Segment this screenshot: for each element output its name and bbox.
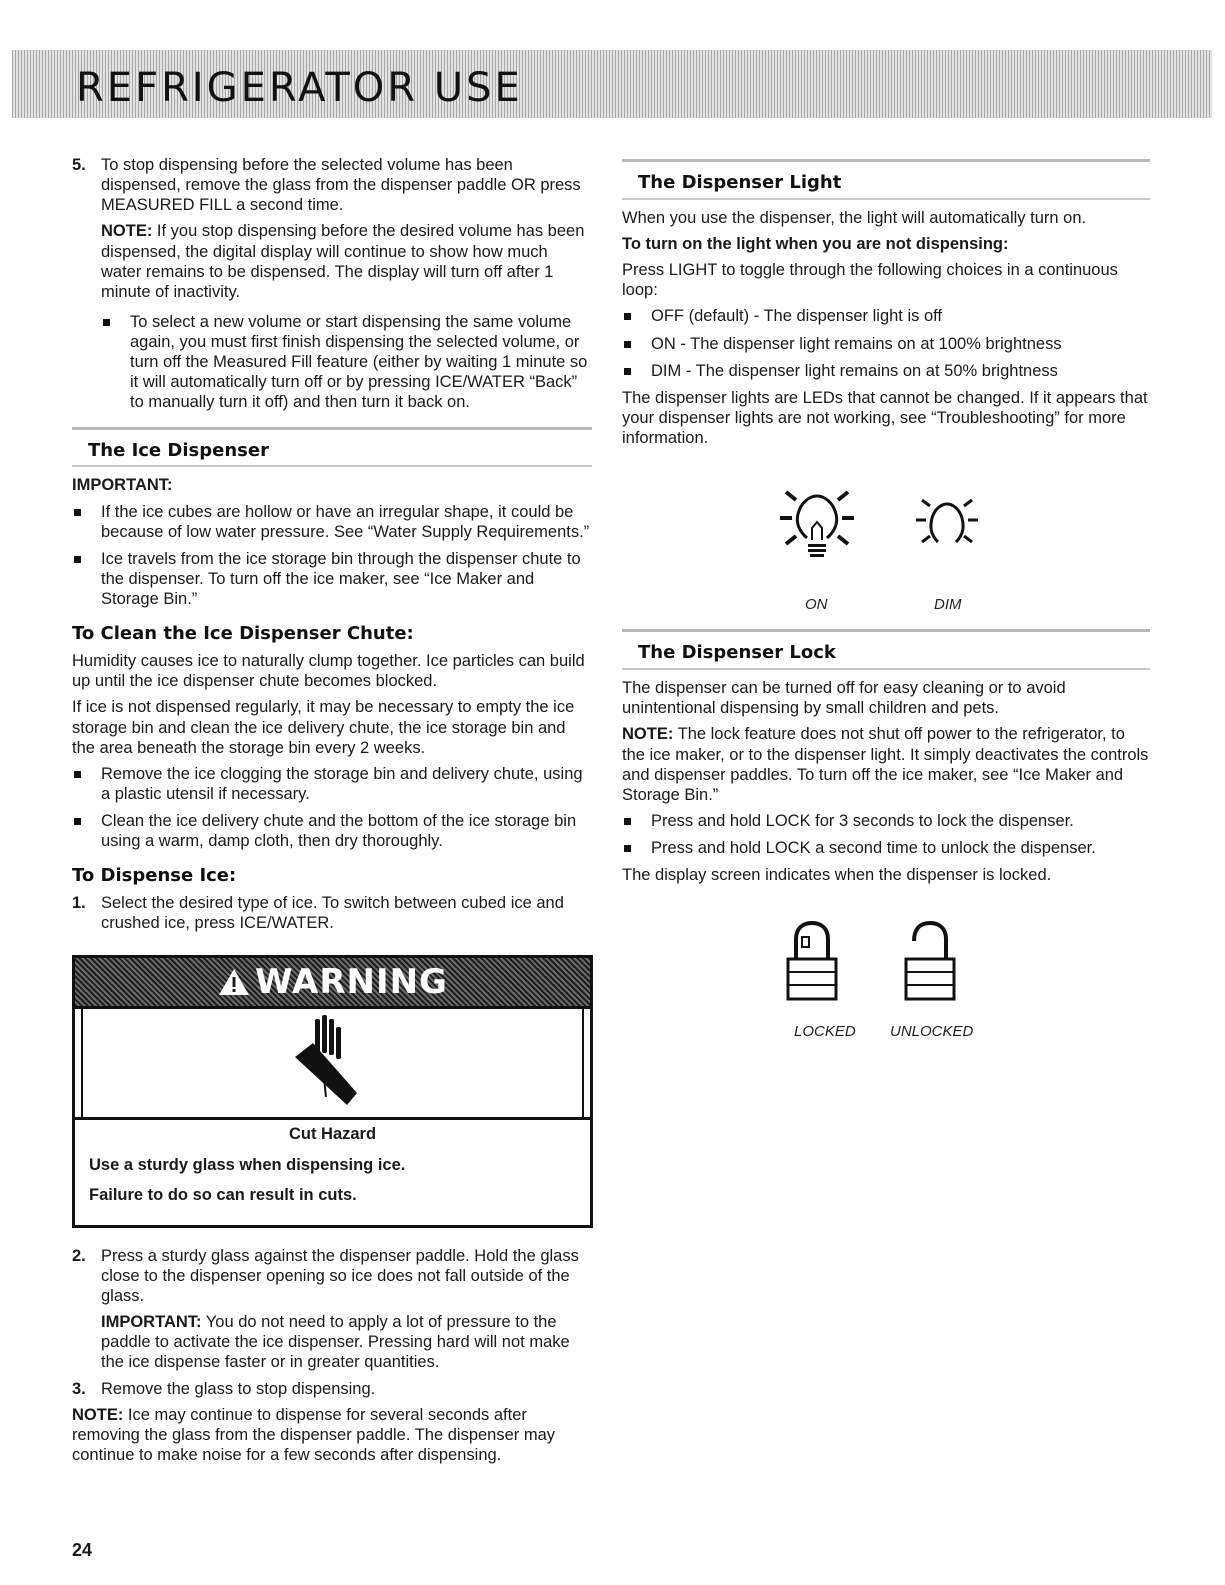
light-on-icon — [772, 478, 862, 578]
warning-title: WARNING — [255, 961, 448, 1002]
list-item: ON - The dispenser light remains on at 100% brightness — [622, 334, 1150, 354]
important-text: You do not need to apply a lot of pressure to the paddle to activate the ice dispenser. Pressing hard will not make the ice dispense faster or in greater quantities. — [101, 1313, 570, 1372]
step-important — [101, 1312, 592, 1372]
caption-unlocked: UNLOCKED — [890, 1023, 974, 1041]
paragraph: The display screen indicates when the dispenser is locked. — [622, 866, 1052, 885]
note-label: NOTE: — [622, 725, 674, 744]
light-dim-icon — [912, 486, 982, 556]
page-title: REFRIGERATOR USE — [76, 65, 523, 111]
caption-on: ON — [805, 596, 828, 614]
note-text: Ice may continue to dispense for several seconds after removing the glass from the dispenser paddle. The dispenser may continue to make noise for a few seconds after dispensing. — [72, 1405, 556, 1464]
subheading-clean-chute: To Clean the Ice Dispenser Chute: — [72, 623, 414, 645]
step-text: Select the desired type of ice. To switch between cubed ice and crushed ice, press ICE/WATER. — [101, 894, 564, 933]
warning-symbol-area — [81, 1009, 584, 1117]
list-item: DIM - The dispenser light remains on at 50% brightness — [622, 361, 1150, 381]
note-text: If you stop dispensing before the desired volume has been dispensed, the digital display will continue to show how much water remains to be dispensed. The display will turn off after 1 minute of inactivity. — [101, 222, 585, 301]
warning-box — [72, 955, 593, 1227]
section-heading-ice-dispenser: The Ice Dispenser — [72, 427, 592, 468]
light-figure — [622, 454, 1150, 629]
list-item: OFF (default) - The dispenser light is off — [622, 306, 1150, 326]
note-text: The lock feature does not shut off power to the refrigerator, to the ice maker, or to the dispenser light. It simply deactivates the controls and dispenser paddles. To turn off the ice maker, see “Ice Maker and Storage Bin.” — [622, 725, 1149, 804]
important-label: IMPORTANT: — [101, 1313, 202, 1332]
list-item: Press and hold LOCK a second time to unlock the dispenser. — [622, 838, 1150, 858]
header-banner — [12, 50, 1212, 118]
step-number: 1. — [72, 894, 86, 913]
final-note — [72, 1405, 592, 1465]
step-number: 3. — [72, 1379, 86, 1398]
important-label: IMPORTANT: — [72, 476, 173, 495]
list-item: To select a new volume or start dispensing the same volume again, you must first finish dispensing the selected volume, or turn off the Measured Fill feature (either by waiting 1 minute so it will automatically turn off or by pressing ICE/WATER “Back” to manually turn it off) and then turn it back on. — [101, 312, 592, 413]
warning-line: Failure to do so can result in cuts. — [89, 1185, 357, 1204]
paragraph: Humidity causes ice to naturally clump together. Ice particles can build up until the ice dispenser chute becomes blocked. — [72, 652, 585, 691]
hazard-title: Cut Hazard — [288, 1125, 377, 1144]
step-number: 5. — [72, 156, 86, 174]
caption-locked: LOCKED — [794, 1023, 856, 1041]
step-5 — [72, 155, 592, 413]
paragraph: If ice is not dispensed regularly, it may be necessary to empty the ice storage bin and clean the ice delivery chute, the ice storage bin and the area beneath the storage bin every 2 weeks. — [72, 698, 575, 757]
step-2 — [72, 1246, 592, 1373]
warning-triangle-icon — [217, 967, 251, 997]
warning-text — [75, 1117, 590, 1224]
list-item: Remove the ice clogging the storage bin and delivery chute, using a plastic utensil if necessary. — [72, 764, 592, 804]
step-text: Press a sturdy glass against the dispenser paddle. Hold the glass close to the dispenser opening so ice does not fall outside of the glass. — [101, 1246, 579, 1306]
bold-instruction: To turn on the light when you are not dispensing: — [622, 235, 1009, 254]
list-item: If the ice cubes are hollow or have an irregular shape, it could be because of low water pressure. See “Water Supply Requirements.” — [72, 502, 592, 542]
paragraph: When you use the dispenser, the light will automatically turn on. — [622, 208, 1087, 227]
unlocked-padlock-icon — [900, 917, 970, 1007]
paragraph: Press LIGHT to toggle through the following choices in a continuous loop: — [622, 261, 1118, 300]
step-3 — [72, 1379, 592, 1399]
step-text: To stop dispensing before the selected volume has been dispensed, remove the glass from the dispenser paddle OR press MEASURED FILL a second time. — [101, 156, 581, 215]
locked-padlock-icon — [782, 917, 852, 1007]
warning-line: Use a sturdy glass when dispensing ice. — [89, 1155, 406, 1174]
note-label: NOTE: — [101, 222, 153, 241]
caption-dim: DIM — [934, 596, 962, 614]
paragraph: The dispenser lights are LEDs that cannot be changed. If it appears that your dispenser lights are not working, see “Troubleshooting” for more information. — [622, 388, 1148, 448]
paragraph: The dispenser can be turned off for easy cleaning or to avoid unintentional dispensing by small children and pets. — [622, 679, 1066, 718]
right-column — [622, 155, 1150, 1061]
subheading-dispense-ice: To Dispense Ice: — [72, 865, 237, 887]
left-column — [72, 155, 592, 1471]
list-item: Clean the ice delivery chute and the bottom of the ice storage bin using a warm, damp cloth, then dry thoroughly. — [72, 811, 592, 851]
list-item: Press and hold LOCK for 3 seconds to lock the dispenser. — [622, 811, 1150, 831]
page-number: 24 — [72, 1540, 93, 1560]
warning-title-bar — [75, 958, 590, 1009]
section-heading-dispenser-lock: The Dispenser Lock — [622, 629, 1150, 670]
step-1 — [72, 893, 592, 933]
cut-hazard-hand-icon — [285, 1013, 375, 1113]
list-item: Ice travels from the ice storage bin through the dispenser chute to the dispenser. To turn off the ice maker, see “Ice Maker and Storage Bin.” — [72, 549, 592, 609]
step-text: Remove the glass to stop dispensing. — [101, 1379, 376, 1398]
lock-figure — [622, 891, 1150, 1061]
step-note — [101, 221, 592, 302]
step-number: 2. — [72, 1246, 86, 1265]
section-heading-dispenser-light: The Dispenser Light — [622, 159, 1150, 200]
lock-note — [622, 724, 1150, 805]
note-label: NOTE: — [72, 1405, 124, 1424]
